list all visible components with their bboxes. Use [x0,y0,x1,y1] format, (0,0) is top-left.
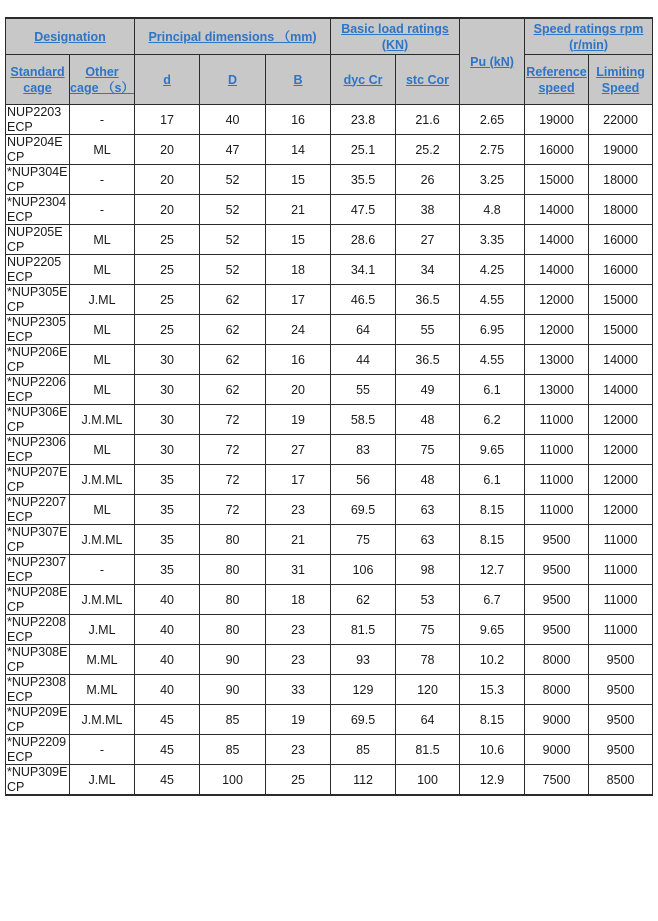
other-cage-cell: ML [70,435,135,465]
dynamic-load-cell: 23.8 [331,105,396,135]
header-width-B[interactable]: B [266,55,331,105]
dynamic-load-cell: 44 [331,345,396,375]
outer-diameter-cell: 72 [200,435,266,465]
bore-d-cell: 30 [135,405,200,435]
outer-diameter-cell: 80 [200,615,266,645]
table-row [6,315,653,345]
table-row [6,255,653,285]
static-load-cell: 21.6 [396,105,460,135]
standard-cage-cell: *NUP206ECP [6,345,70,375]
limiting-speed-cell: 14000 [589,345,653,375]
pu-cell: 4.55 [460,345,525,375]
width-cell: 18 [266,585,331,615]
pu-cell: 6.7 [460,585,525,615]
width-cell: 25 [266,765,331,796]
bore-d-cell: 40 [135,585,200,615]
other-cage-cell: - [70,735,135,765]
dynamic-load-cell: 83 [331,435,396,465]
table-body [6,105,653,796]
header-pu[interactable]: Pu (kN) [460,18,525,105]
limiting-speed-cell: 15000 [589,285,653,315]
other-cage-cell: J.ML [70,765,135,796]
limiting-speed-cell: 12000 [589,495,653,525]
standard-cage-cell: *NUP209ECP [6,705,70,735]
reference-speed-cell: 14000 [525,225,589,255]
other-cage-cell: J.M.ML [70,525,135,555]
reference-speed-cell: 12000 [525,315,589,345]
table-row [6,225,653,255]
dynamic-load-cell: 34.1 [331,255,396,285]
limiting-speed-cell: 9500 [589,675,653,705]
standard-cage-cell: *NUP2307ECP [6,555,70,585]
bore-d-cell: 20 [135,135,200,165]
limiting-speed-cell: 12000 [589,405,653,435]
bore-d-cell: 40 [135,675,200,705]
static-load-cell: 48 [396,465,460,495]
outer-diameter-cell: 72 [200,405,266,435]
table-row [6,585,653,615]
limiting-speed-cell: 14000 [589,375,653,405]
limiting-speed-cell: 22000 [589,105,653,135]
other-cage-cell: J.M.ML [70,585,135,615]
limiting-speed-cell: 11000 [589,615,653,645]
table-row [6,495,653,525]
other-cage-cell: J.M.ML [70,705,135,735]
other-cage-cell: M.ML [70,675,135,705]
standard-cage-cell: *NUP2305ECP [6,315,70,345]
standard-cage-cell: NUP2203ECP [6,105,70,135]
outer-diameter-cell: 52 [200,255,266,285]
header-speed-ratings[interactable]: Speed ratings rpm (r/min) [525,18,653,55]
outer-diameter-cell: 80 [200,585,266,615]
bearing-spec-table-wrapper [5,17,653,796]
reference-speed-cell: 14000 [525,195,589,225]
reference-speed-cell: 13000 [525,375,589,405]
width-cell: 23 [266,645,331,675]
bore-d-cell: 45 [135,765,200,796]
pu-cell: 2.65 [460,105,525,135]
bore-d-cell: 25 [135,315,200,345]
pu-cell: 4.55 [460,285,525,315]
bore-d-cell: 40 [135,645,200,675]
reference-speed-cell: 11000 [525,405,589,435]
standard-cage-cell: *NUP307ECP [6,525,70,555]
table-row [6,645,653,675]
pu-cell: 10.2 [460,645,525,675]
dynamic-load-cell: 93 [331,645,396,675]
standard-cage-cell: *NUP305ECP [6,285,70,315]
dynamic-load-cell: 58.5 [331,405,396,435]
standard-cage-cell: *NUP2208ECP [6,615,70,645]
outer-diameter-cell: 90 [200,645,266,675]
reference-speed-cell: 9500 [525,525,589,555]
reference-speed-cell: 14000 [525,255,589,285]
width-cell: 21 [266,195,331,225]
other-cage-cell: - [70,195,135,225]
static-load-cell: 27 [396,225,460,255]
standard-cage-cell: *NUP2304ECP [6,195,70,225]
width-cell: 18 [266,255,331,285]
pu-cell: 6.1 [460,375,525,405]
header-other-cage[interactable]: Other cage （s） [70,55,135,105]
limiting-speed-cell: 11000 [589,585,653,615]
other-cage-cell: ML [70,315,135,345]
table-row [6,165,653,195]
limiting-speed-cell: 9500 [589,735,653,765]
outer-diameter-cell: 80 [200,555,266,585]
width-cell: 19 [266,705,331,735]
header-limiting-speed[interactable]: Limiting Speed [589,55,653,105]
outer-diameter-cell: 62 [200,345,266,375]
outer-diameter-cell: 47 [200,135,266,165]
table-row [6,345,653,375]
reference-speed-cell: 9000 [525,705,589,735]
table-row [6,435,653,465]
static-load-cell: 36.5 [396,345,460,375]
dynamic-load-cell: 85 [331,735,396,765]
width-cell: 33 [266,675,331,705]
other-cage-cell: ML [70,345,135,375]
reference-speed-cell: 9500 [525,585,589,615]
standard-cage-cell: *NUP2209ECP [6,735,70,765]
static-load-cell: 75 [396,615,460,645]
standard-cage-cell: *NUP306ECP [6,405,70,435]
outer-diameter-cell: 90 [200,675,266,705]
dynamic-load-cell: 62 [331,585,396,615]
dynamic-load-cell: 81.5 [331,615,396,645]
outer-diameter-cell: 85 [200,735,266,765]
outer-diameter-cell: 52 [200,195,266,225]
table-row [6,375,653,405]
limiting-speed-cell: 19000 [589,135,653,165]
static-load-cell: 36.5 [396,285,460,315]
reference-speed-cell: 11000 [525,495,589,525]
other-cage-cell: J.M.ML [70,405,135,435]
header-reference-speed[interactable]: Reference speed [525,55,589,105]
limiting-speed-cell: 12000 [589,465,653,495]
limiting-speed-cell: 16000 [589,225,653,255]
reference-speed-cell: 8000 [525,675,589,705]
other-cage-cell: - [70,555,135,585]
standard-cage-cell: *NUP309ECP [6,765,70,796]
other-cage-cell: J.ML [70,285,135,315]
table-row [6,405,653,435]
width-cell: 23 [266,615,331,645]
dynamic-load-cell: 69.5 [331,705,396,735]
bore-d-cell: 30 [135,375,200,405]
limiting-speed-cell: 15000 [589,315,653,345]
static-load-cell: 78 [396,645,460,675]
pu-cell: 4.25 [460,255,525,285]
reference-speed-cell: 9000 [525,735,589,765]
standard-cage-cell: *NUP2207ECP [6,495,70,525]
width-cell: 19 [266,405,331,435]
header-bore-d[interactable]: d [135,55,200,105]
outer-diameter-cell: 85 [200,705,266,735]
static-load-cell: 63 [396,495,460,525]
static-load-cell: 53 [396,585,460,615]
bore-d-cell: 35 [135,465,200,495]
pu-cell: 8.15 [460,525,525,555]
reference-speed-cell: 9500 [525,555,589,585]
bore-d-cell: 35 [135,555,200,585]
width-cell: 31 [266,555,331,585]
standard-cage-cell: NUP204ECP [6,135,70,165]
other-cage-cell: J.M.ML [70,465,135,495]
reference-speed-cell: 8000 [525,645,589,675]
static-load-cell: 26 [396,165,460,195]
pu-cell: 2.75 [460,135,525,165]
pu-cell: 12.7 [460,555,525,585]
header-standard-cage[interactable]: Standard cage [6,55,70,105]
table-row [6,465,653,495]
reference-speed-cell: 11000 [525,465,589,495]
static-load-cell: 38 [396,195,460,225]
bore-d-cell: 20 [135,165,200,195]
standard-cage-cell: NUP2205ECP [6,255,70,285]
static-load-cell: 75 [396,435,460,465]
standard-cage-cell: *NUP2308ECP [6,675,70,705]
static-load-cell: 34 [396,255,460,285]
width-cell: 27 [266,435,331,465]
static-load-cell: 81.5 [396,735,460,765]
bore-d-cell: 45 [135,705,200,735]
pu-cell: 9.65 [460,615,525,645]
reference-speed-cell: 13000 [525,345,589,375]
other-cage-cell: ML [70,495,135,525]
reference-speed-cell: 12000 [525,285,589,315]
pu-cell: 12.9 [460,765,525,796]
width-cell: 17 [266,285,331,315]
width-cell: 21 [266,525,331,555]
static-load-cell: 55 [396,315,460,345]
reference-speed-cell: 16000 [525,135,589,165]
reference-speed-cell: 15000 [525,165,589,195]
width-cell: 15 [266,225,331,255]
other-cage-cell: M.ML [70,645,135,675]
table-row [6,705,653,735]
bore-d-cell: 30 [135,345,200,375]
width-cell: 24 [266,315,331,345]
pu-cell: 9.65 [460,435,525,465]
other-cage-cell: J.ML [70,615,135,645]
pu-cell: 4.8 [460,195,525,225]
bearing-spec-table [5,17,653,796]
header-principal-dimensions[interactable]: Principal dimensions （mm) [135,18,331,55]
header-basic-load-ratings[interactable]: Basic load ratings (KN) [331,18,460,55]
dynamic-load-cell: 64 [331,315,396,345]
static-load-cell: 100 [396,765,460,796]
bore-d-cell: 20 [135,195,200,225]
standard-cage-cell: *NUP308ECP [6,645,70,675]
reference-speed-cell: 19000 [525,105,589,135]
dynamic-load-cell: 25.1 [331,135,396,165]
static-load-cell: 48 [396,405,460,435]
limiting-speed-cell: 16000 [589,255,653,285]
other-cage-cell: ML [70,135,135,165]
outer-diameter-cell: 40 [200,105,266,135]
outer-diameter-cell: 80 [200,525,266,555]
bore-d-cell: 35 [135,495,200,525]
dynamic-load-cell: 106 [331,555,396,585]
standard-cage-cell: NUP205ECP [6,225,70,255]
header-dynamic-cr[interactable]: dyc Cr [331,55,396,105]
outer-diameter-cell: 62 [200,375,266,405]
bore-d-cell: 30 [135,435,200,465]
dynamic-load-cell: 55 [331,375,396,405]
other-cage-cell: ML [70,375,135,405]
table-row [6,615,653,645]
other-cage-cell: - [70,165,135,195]
table-row [6,105,653,135]
pu-cell: 6.95 [460,315,525,345]
pu-cell: 6.2 [460,405,525,435]
other-cage-cell: ML [70,225,135,255]
table-row [6,765,653,796]
header-designation[interactable]: Designation [6,18,135,55]
limiting-speed-cell: 9500 [589,705,653,735]
outer-diameter-cell: 62 [200,285,266,315]
standard-cage-cell: *NUP2206ECP [6,375,70,405]
pu-cell: 3.25 [460,165,525,195]
limiting-speed-cell: 9500 [589,645,653,675]
other-cage-cell: - [70,105,135,135]
table-row [6,675,653,705]
width-cell: 16 [266,345,331,375]
pu-cell: 8.15 [460,495,525,525]
static-load-cell: 120 [396,675,460,705]
dynamic-load-cell: 46.5 [331,285,396,315]
other-cage-cell: ML [70,255,135,285]
dynamic-load-cell: 47.5 [331,195,396,225]
dynamic-load-cell: 35.5 [331,165,396,195]
bore-d-cell: 40 [135,615,200,645]
pu-cell: 3.35 [460,225,525,255]
dynamic-load-cell: 56 [331,465,396,495]
limiting-speed-cell: 18000 [589,195,653,225]
table-row [6,135,653,165]
width-cell: 16 [266,105,331,135]
header-static-cor[interactable]: stc Cor [396,55,460,105]
pu-cell: 15.3 [460,675,525,705]
outer-diameter-cell: 62 [200,315,266,345]
standard-cage-cell: *NUP2306ECP [6,435,70,465]
dynamic-load-cell: 129 [331,675,396,705]
standard-cage-cell: *NUP304ECP [6,165,70,195]
limiting-speed-cell: 11000 [589,525,653,555]
width-cell: 23 [266,735,331,765]
limiting-speed-cell: 12000 [589,435,653,465]
table-row [6,735,653,765]
width-cell: 23 [266,495,331,525]
standard-cage-cell: *NUP208ECP [6,585,70,615]
outer-diameter-cell: 72 [200,495,266,525]
static-load-cell: 64 [396,705,460,735]
standard-cage-cell: *NUP207ECP [6,465,70,495]
bore-d-cell: 25 [135,285,200,315]
table-row [6,195,653,225]
bore-d-cell: 35 [135,525,200,555]
outer-diameter-cell: 52 [200,225,266,255]
bore-d-cell: 17 [135,105,200,135]
reference-speed-cell: 11000 [525,435,589,465]
table-row [6,555,653,585]
dynamic-load-cell: 28.6 [331,225,396,255]
width-cell: 15 [266,165,331,195]
dynamic-load-cell: 112 [331,765,396,796]
bore-d-cell: 45 [135,735,200,765]
width-cell: 17 [266,465,331,495]
table-row [6,285,653,315]
static-load-cell: 49 [396,375,460,405]
static-load-cell: 25.2 [396,135,460,165]
outer-diameter-cell: 100 [200,765,266,796]
pu-cell: 10.6 [460,735,525,765]
dynamic-load-cell: 75 [331,525,396,555]
limiting-speed-cell: 8500 [589,765,653,796]
reference-speed-cell: 7500 [525,765,589,796]
width-cell: 14 [266,135,331,165]
pu-cell: 6.1 [460,465,525,495]
bore-d-cell: 25 [135,225,200,255]
dynamic-load-cell: 69.5 [331,495,396,525]
width-cell: 20 [266,375,331,405]
table-row [6,525,653,555]
pu-cell: 8.15 [460,705,525,735]
reference-speed-cell: 9500 [525,615,589,645]
static-load-cell: 63 [396,525,460,555]
static-load-cell: 98 [396,555,460,585]
limiting-speed-cell: 11000 [589,555,653,585]
outer-diameter-cell: 72 [200,465,266,495]
outer-diameter-cell: 52 [200,165,266,195]
limiting-speed-cell: 18000 [589,165,653,195]
header-outer-diameter-D[interactable]: D [200,55,266,105]
bore-d-cell: 25 [135,255,200,285]
